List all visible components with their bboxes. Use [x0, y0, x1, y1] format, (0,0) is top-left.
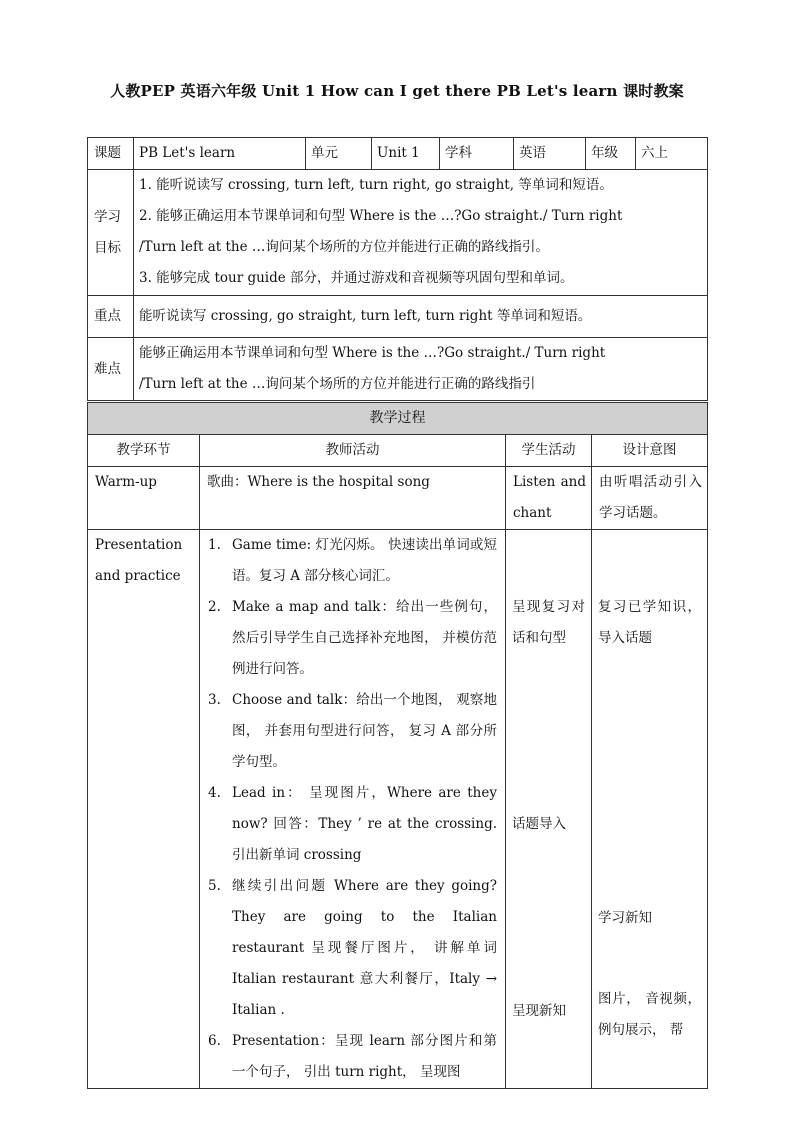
grade-label: 年级 — [586, 138, 636, 170]
unit-value: Unit 1 — [372, 138, 440, 170]
teacher-step: 4. Lead in： 呈现图片，Where are they now? 回答：They ’ re at the crossing. 引出新单词 crossing — [208, 785, 497, 863]
key-points-label: 重点 — [88, 296, 134, 338]
teacher-step: 3. Choose and talk：给出一个地图， 观察地图， 并套用句型进行问答， 复习 A 部分所学句型。 — [208, 692, 497, 770]
col-intent: 设计意图 — [592, 435, 708, 467]
presentation-stage — [88, 530, 200, 1089]
goal-line-3: /Turn left at the …询问某个场所的方位并能进行正确的路线指引。 — [139, 239, 549, 255]
intent-media: 图片， 音视频，例句展示， 帮 — [598, 991, 701, 1038]
col-student: 学生活动 — [506, 435, 592, 467]
topic-label: 课题 — [88, 138, 134, 170]
goal-line-4: 3. 能够完成 tour guide 部分，并通过游戏和音视频等巩固句型和单词。 — [139, 270, 574, 286]
column-header-row — [88, 435, 708, 467]
warmup-stage: Warm-up — [88, 467, 200, 530]
key-points-text: 能听说读写 crossing, go straight, turn left, turn right 等单词和短语。 — [134, 296, 708, 338]
presentation-student — [506, 530, 592, 1089]
teacher-step: 2. Make a map and talk：给出一些例句，然后引导学生自己选择补充地图， 并模仿范例进行问答。 — [208, 599, 497, 677]
presentation-intent — [592, 530, 708, 1089]
teacher-step: 6. Presentation：呈现 learn 部分图片和第一个句子， 引出 turn right， 呈现图 — [208, 1033, 497, 1080]
goals-label-line2: 目标 — [94, 239, 121, 256]
subject-value: 英语 — [514, 138, 586, 170]
col-stage: 教学环节 — [88, 435, 200, 467]
student-activity-lead-in: 话题导入 — [512, 816, 566, 832]
student-activity-new: 呈现新知 — [512, 1003, 566, 1019]
difficulties-label: 难点 — [88, 338, 134, 401]
difficulty-line-2: /Turn left at the …询问某个场所的方位并能进行正确的路线指引 — [139, 376, 536, 392]
grade-value: 六上 — [636, 138, 708, 170]
warmup-row — [88, 467, 708, 530]
presentation-teacher — [200, 530, 506, 1089]
goal-line-2: 2. 能够正确运用本节课单词和句型 Where is the …?Go straight./ Turn right — [139, 208, 623, 224]
teaching-process-table — [87, 402, 708, 1089]
teacher-step: 5. 继续引出问题 Where are they going? They are going to the Italian restaurant 呈现餐厅图片， 讲解单词 Italian restaurant 意大利餐厅，Italy → Italian . — [208, 878, 497, 1018]
unit-label: 单元 — [306, 138, 372, 170]
presentation-row — [88, 530, 708, 1089]
page-title: 人教PEP 英语六年级 Unit 1 How can I get there PB Let's learn 课时教案 — [110, 82, 684, 100]
goals-label-line1: 学习 — [94, 208, 121, 225]
warmup-teacher: 歌曲：Where is the hospital song — [200, 467, 506, 530]
col-teacher: 教师活动 — [200, 435, 506, 467]
difficulties-row — [88, 338, 708, 401]
warmup-intent: 由听唱活动引入学习话题。 — [592, 467, 708, 530]
goals-label — [88, 170, 134, 296]
teacher-step: 1. Game time: 灯光闪烁。 快速读出单词或短语。复习 A 部分核心词汇。 — [208, 537, 497, 584]
section-title-row — [88, 403, 708, 435]
presentation-stage-line1: Presentation — [95, 537, 183, 553]
difficulties-content — [134, 338, 708, 401]
topic-value: PB Let's learn — [134, 138, 306, 170]
subject-label: 学科 — [440, 138, 514, 170]
goals-content — [134, 170, 708, 296]
teacher-steps-list — [206, 530, 497, 1088]
difficulty-line-1: 能够正确运用本节课单词和句型 Where is the …?Go straight./ Turn right — [139, 345, 606, 361]
intent-review: 复习已学知识，导入话题 — [598, 599, 701, 646]
lesson-info-table — [87, 137, 708, 401]
goals-row — [88, 170, 708, 296]
section-title: 教学过程 — [88, 403, 708, 435]
key-points-row — [88, 296, 708, 338]
goal-line-1: 1. 能听说读写 crossing, turn left, turn right, go straight, 等单词和短语。 — [139, 177, 613, 193]
intent-learn-new: 学习新知 — [598, 910, 652, 926]
presentation-stage-line2: and practice — [95, 568, 181, 584]
header-row — [88, 138, 708, 170]
warmup-student: Listen and chant — [506, 467, 592, 530]
student-activity-review: 呈现复习对话和句型 — [512, 599, 585, 646]
